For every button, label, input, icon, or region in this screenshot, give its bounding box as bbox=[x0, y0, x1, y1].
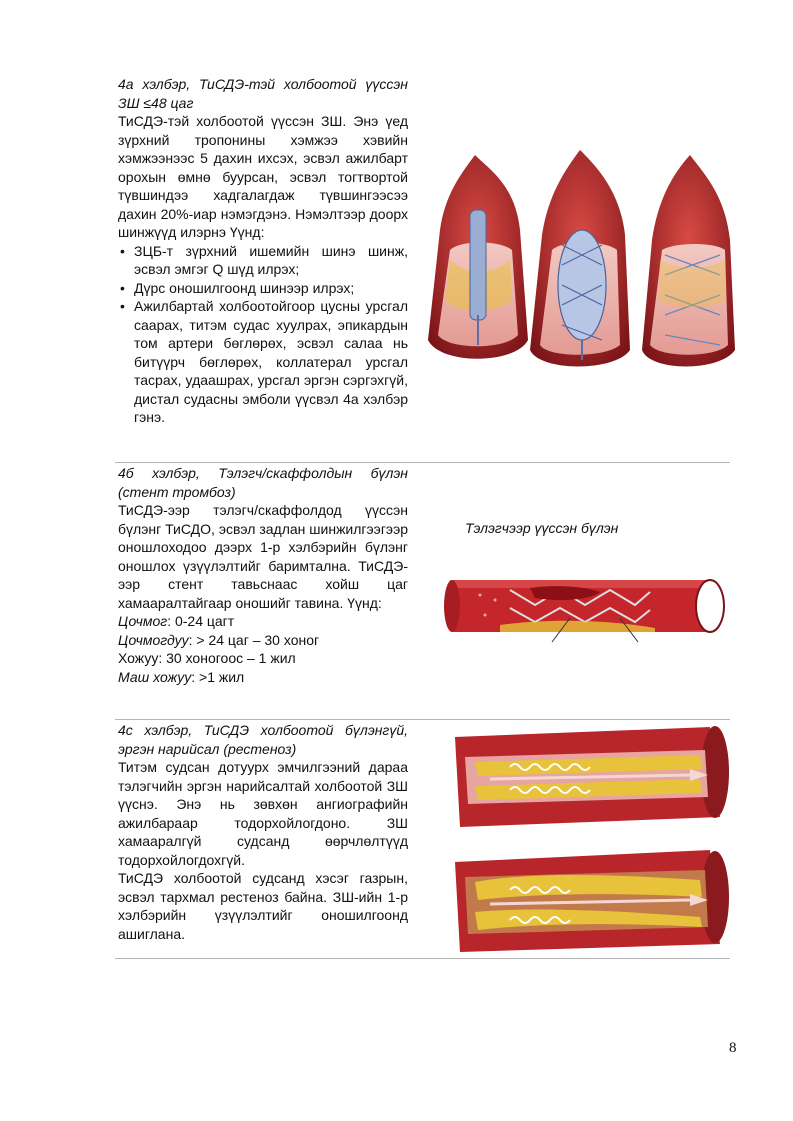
section-4c bbox=[118, 721, 408, 943]
divider bbox=[115, 958, 730, 959]
divider bbox=[115, 462, 730, 463]
divider bbox=[115, 719, 730, 720]
bullet-icon: • bbox=[120, 242, 125, 259]
page-number: 8 bbox=[729, 1040, 737, 1056]
stent-thrombosis-figure bbox=[440, 570, 730, 650]
vessel-stage-3 bbox=[642, 155, 735, 367]
section-4c-paragraph-2: ТиСДЭ холбоотой судсанд хэсэг газрын, эсвэл тархмал рестеноз байна. ЗШ-ийн 1-р хэлбэрийн үзүүлэлтийг оношилгоонд ашиглана. bbox=[118, 870, 408, 942]
section-4a-heading: 4а хэлбэр, ТиСДЭ-тэй холбоотой үүссэн ЗШ ≤48 цаг bbox=[118, 76, 408, 111]
vessel-stage-2 bbox=[530, 150, 630, 367]
bullet-icon: • bbox=[120, 279, 125, 296]
timing-late: Хожуу: 30 хоногоос – 1 жил bbox=[118, 650, 296, 666]
section-4a-bullet-list bbox=[118, 242, 408, 427]
section-4b-heading: 4б хэлбэр, Тэлэгч/скаффолдын бүлэн (стент тромбоз) bbox=[118, 465, 408, 500]
bullet-icon: • bbox=[120, 298, 125, 314]
restenosis-figure bbox=[450, 722, 730, 952]
list-item: • Ажилбартай холбоотойгоор цусны урсгал саарах, титэм судас хуулрах, эпикардын том артери бөглөрөх, эсвэл салаа нь битүүрч бөглөрөх, коллатерал урсгал тасрах, удаашрах, урсгал эргэн сэргэхгүй, дистал судасны эмболи үүсвэл 4а хэлбэр гэнэ. bbox=[120, 298, 408, 425]
section-4c-heading: 4с хэлбэр, ТиСДЭ холбоотой бүлэнгүй, эргэн нарийсал (рестеноз) bbox=[118, 722, 408, 757]
section-4b-paragraph: ТиСДЭ-ээр тэлэгч/скаффолдод үүссэн бүлэнг ТиСДО, эсвэл задлан шинжилгээгээр оношлоходоо дээрх 1-р хэлбэрийн бүлэнг оношлох үзүүлэлтийг баримтална. ТиСДЭ-ээр стент тавьснаас хойш цаг хамааралтайгаар оношийг тавина. Үүнд: bbox=[118, 502, 408, 611]
stent-deployment-figure bbox=[420, 150, 740, 380]
section-4a bbox=[118, 75, 408, 427]
list-item: • Дүрс оношилгоонд шинээр илрэх; bbox=[120, 279, 355, 296]
section-4a-paragraph: ТиСДЭ-тэй холбоотой үүссэн ЗШ. Энэ үед зүрхний тропонины хэмжээ хэвийн хэмжээнээс 5 дахин ихсэх, эсвэл ажилбарт орохын өмнө буурсан, эсвэл тогтвортой түвшиндээ хадгалагдаж түвшингээсээ дахин 20%-иар нэмэгдэнэ. Нэмэлтээр доорх шинжүүд илэрнэ Үүнд: bbox=[118, 113, 408, 240]
stent-thrombosis-caption: Тэлэгчээр үүссэн бүлэн bbox=[465, 520, 619, 536]
vessel-restenosis-upper bbox=[455, 726, 729, 827]
vessel-restenosis-lower bbox=[455, 850, 729, 952]
vessel-stage-1 bbox=[428, 155, 528, 359]
section-4b bbox=[118, 464, 408, 686]
timing-acute: Цочмог: 0-24 цагт bbox=[118, 613, 235, 629]
list-item: • ЗЦБ-т зүрхний ишемийн шинэ шинж, эсвэл эмгэг Q шүд илрэх; bbox=[120, 242, 408, 277]
timing-subacute: Цочмогдуу: > 24 цаг – 30 хоног bbox=[118, 631, 320, 648]
timing-very-late: Маш хожуу: >1 жил bbox=[118, 668, 245, 685]
section-4c-paragraph-1: Титэм судсан дотуурх эмчилгээний дараа тэлэгчийн эргэн нарийсалтай холбоотой ЗШ үүснэ. Энэ нь зөвхөн ангиографийн ажилбараар тодорхойлогдоно. ЗШ хамааралгүй судсанд өөрчлөлтүүд тодорхойлогдохгүй. bbox=[118, 759, 408, 868]
